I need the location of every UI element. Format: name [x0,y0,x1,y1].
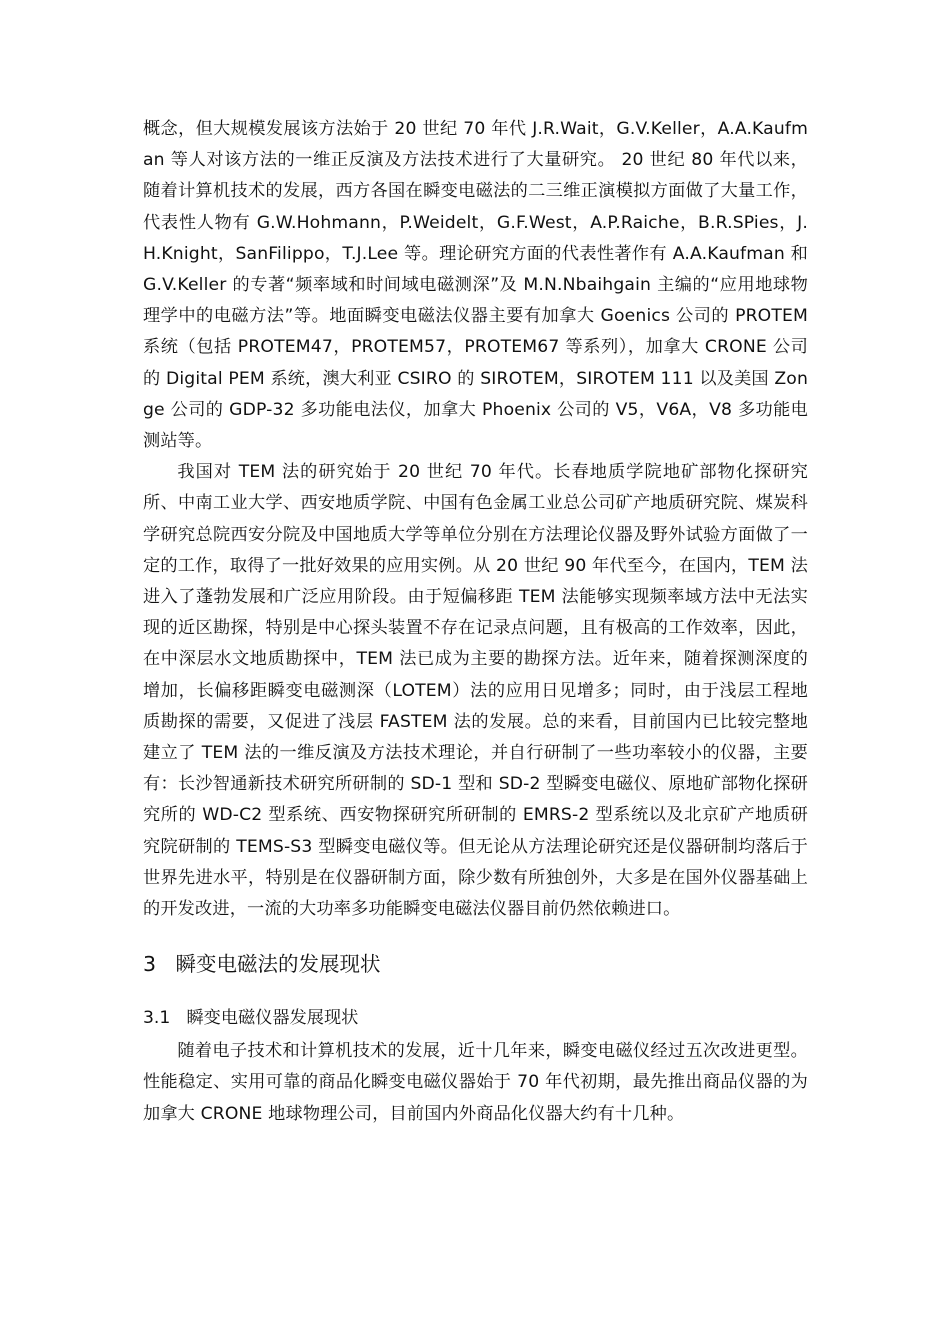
body-paragraph-1: 概念，但大规模发展该方法始于 20 世纪 70 年代 J.R.Wait，G.V.Keller，A.A.Kaufman 等人对该方法的一维正反演及方法技术进行了大量研究。 20 世纪 80 年代以来，随着计算机技术的发展，西方各国在瞬变电磁法的二三维正演模拟方面做了大量工作，代表性人物有 G.W.Hohmann，P.Weidelt，G.F.West，A.P.Raiche，B.R.SPies，J.H.Knight，SanFilippo，T.J.Lee 等。理论研究方面的代表性著作有 A.A.Kaufman 和 G.V.Keller 的专著“频率域和时间域电磁测深”及 M.N.Nbaihgain 主编的“应用地球物理学中的电磁方法”等。地面瞬变电磁法仪器主要有加拿大 Goenics 公司的 PROTEM 系统（包括 PROTEM47，PROTEM57，PROTEM67 等系列），加拿大 CRONE 公司的 Digital PEM 系统，澳大利亚 CSIRO 的 SIROTEM，SIROTEM 111 以及美国 Zonge 公司的 GDP-32 多功能电法仪，加拿大 Phoenix 公司的 V5，V6A，V8 多功能电测站等。 [143,119,809,452]
subsection-title: 瞬变电磁仪器发展现状 [186,1008,359,1029]
subsection-number: 3.1 [143,1008,171,1029]
body-paragraph-3: 随着电子技术和计算机技术的发展，近十几年来，瞬变电磁仪经过五次改进更型。性能稳定、实用可靠的商品化瞬变电磁仪器始于 70 年代初期，最先推出商品仪器的为加拿大 CRONE 地球物理公司，目前国内外商品化仪器大约有十几种。 [143,1041,808,1124]
body-paragraph-2: 我国对 TEM 法的研究始于 20 世纪 70 年代。长春地质学院地矿部物化探研究所、中南工业大学、西安地质学院、中国有色金属工业总公司矿产地质研究院、煤炭科学研究总院西安分院及中国地质大学等单位分别在方法理论仪器及野外试验方面做了一定的工作，取得了一批好效果的应用实例。从 20 世纪 90 年代至今，在国内，TEM 法进入了蓬勃发展和广泛应用阶段。由于短偏移距 TEM 法能够实现频率域方法中无法实现的近区勘探，特别是中心探头装置不存在记录点问题，且有极高的工作效率，因此，在中深层水文地质勘探中，TEM 法已成为主要的勘探方法。近年来，随着探测深度的增加，长偏移距瞬变电磁测深（LOTEM）法的应用日见增多；同时，由于浅层工程地质勘探的需要，又促进了浅层 FASTEM 法的发展。总的来看，目前国内已比较完整地建立了 TEM 法的一维反演及方法技术理论，并自行研制了一些功率较小的仪器，主要有：长沙智通新技术研究所研制的 SD-1 型和 SD-2 型瞬变电磁仪、原地矿部物化探研究所的 WD-C2 型系统、西安物探研究所研制的 EMRS-2 型系统以及北京矿产地质研究院研制的 TEMS-S3 型瞬变电磁仪等。但无论从方法理论研究还是仪器研制均落后于世界先进水平，特别是在仪器研制方面，除少数有所独创外，大多是在国外仪器基础上的开发改进，一流的大功率多功能瞬变电磁法仪器目前仍然依赖进口。 [143,462,808,920]
section-number: 3 [143,952,157,977]
section-title: 瞬变电磁法的发展现状 [175,952,381,977]
subsection-heading-3-1 [143,1003,808,1033]
document-body [143,114,808,1130]
section-heading-3 [143,949,808,979]
